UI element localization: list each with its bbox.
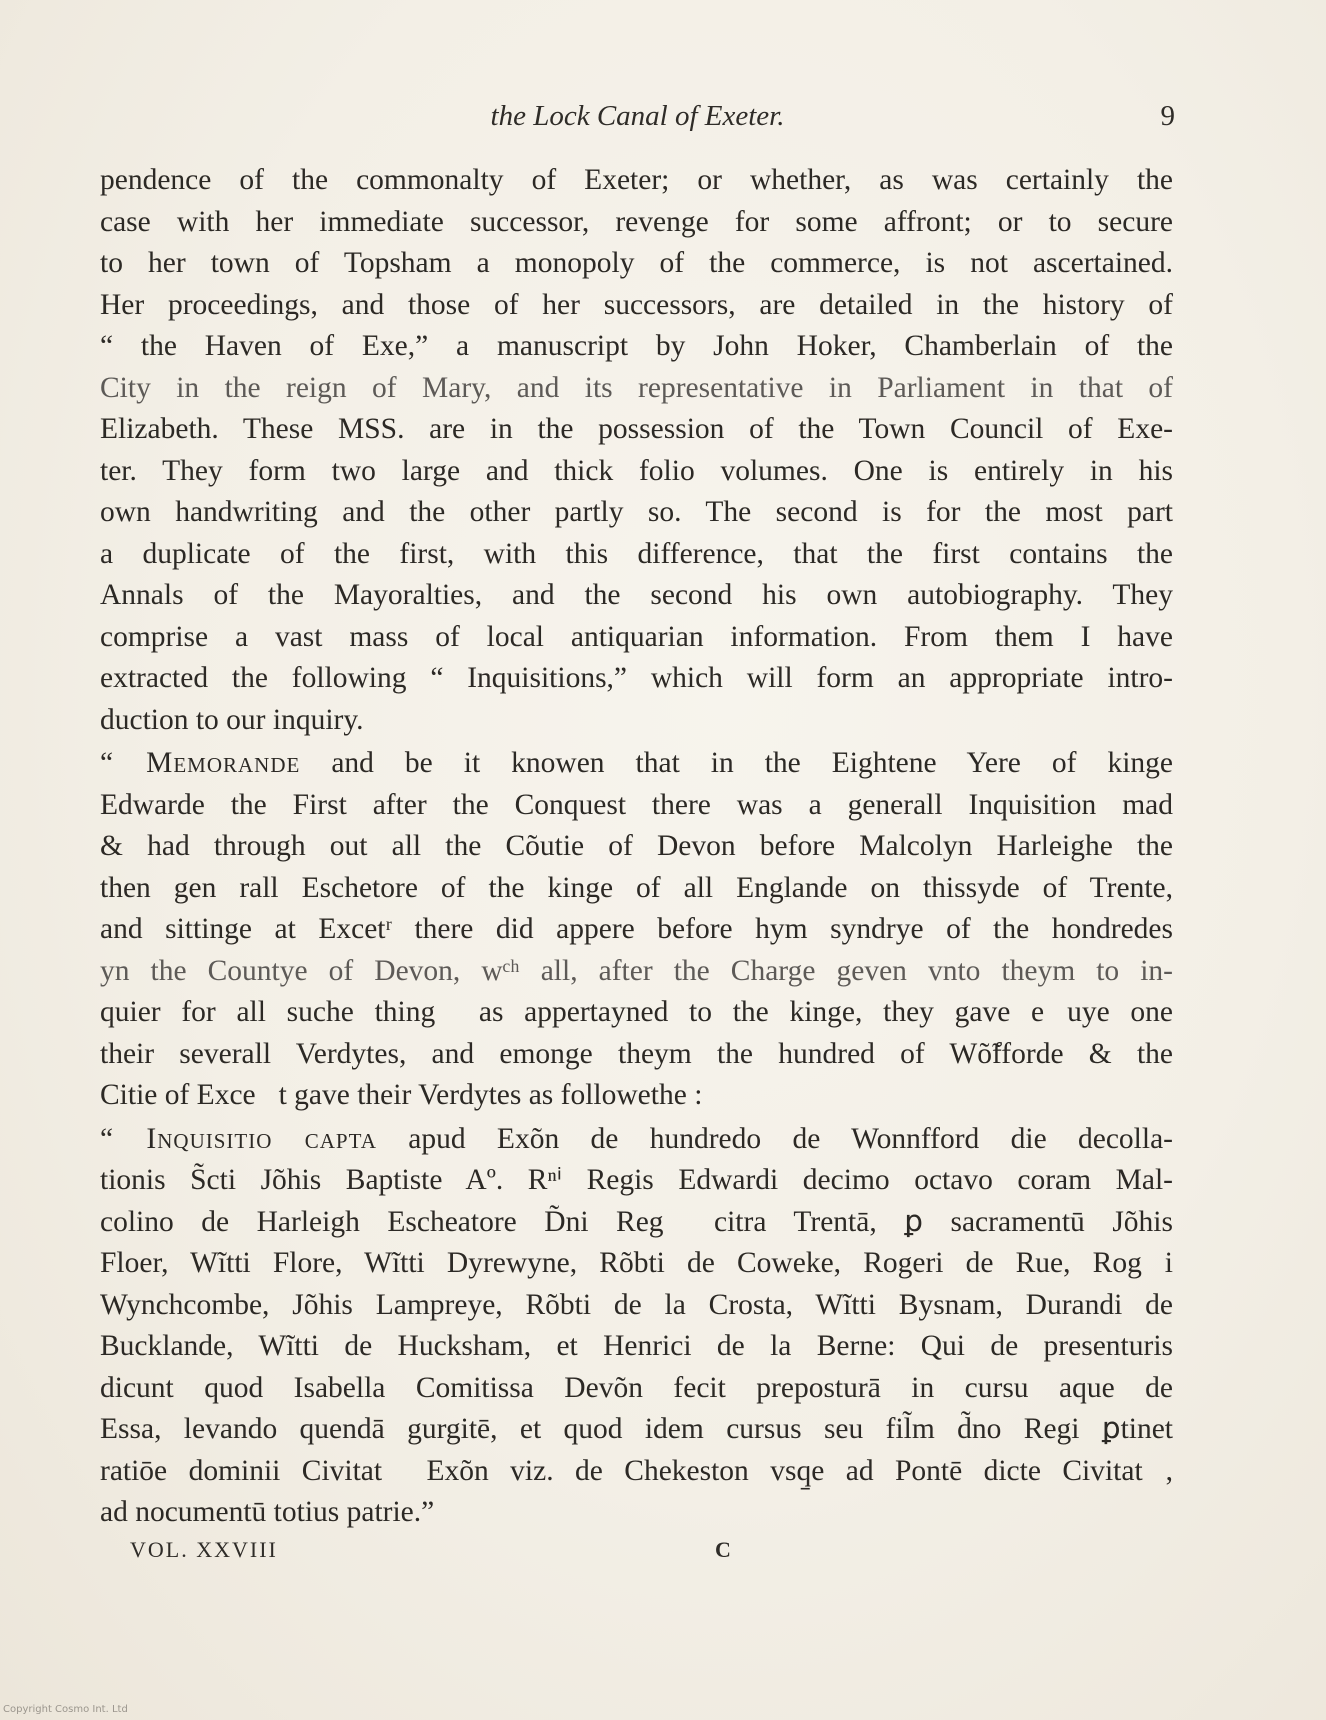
paragraph-commentary xyxy=(100,160,1173,741)
paragraph-lead: “ Memorande xyxy=(100,747,301,779)
text-line: to her town of Topsham a monopoly of the commerce, is not ascertained. xyxy=(100,247,1173,279)
text-line: colino de Harleigh Escheatore D̃ni Reg᷒ citra Trentā, ꝑ sacramentū Jõhis xyxy=(100,1205,1173,1238)
text-line: duction to our inquiry. xyxy=(100,703,364,736)
text-line: a duplicate of the first, with this difference, that the first contains the xyxy=(100,537,1173,570)
text-line-rest: and be it knowen that in the Eightene Yere of kinge xyxy=(300,747,1173,779)
text-line: ratiōe dominii Civitat᷒ Exõn viz. de Chekeston vsq̱e ad Pontē dicte Civitat᷒, xyxy=(100,1454,1173,1487)
text-line: Citie of Exce᷑t gave their Verdytes as followethe : xyxy=(100,1079,703,1111)
text-line: and sittinge at Excetʳ there did appere before hym syndrye of the hondredes xyxy=(100,913,1173,945)
text-line: “ the Haven of Exe,” a manuscript by John Hoker, Chamberlain of the xyxy=(100,330,1173,362)
text-line: Her proceedings, and those of her successors, are detailed in the history of xyxy=(100,288,1173,321)
body-text xyxy=(100,160,1173,1534)
text-line: Wynchcombe, Jõhis Lampreye, Rõbti de la Crosta, Wĩtti Bysnam, Durandi de xyxy=(100,1288,1173,1321)
text-line: quier for all suche thing᷒ as appertayned to the kinge, they gave e᷑uye one xyxy=(100,996,1173,1028)
sheet-signature: C xyxy=(715,1537,731,1562)
text-line: City in the reign of Mary, and its representative in Parliament in that of xyxy=(100,371,1173,404)
text-line: ter. They form two large and thick folio volumes. One is entirely in his xyxy=(100,454,1173,487)
text-line: ad nocumentū totius patrie.” xyxy=(100,1496,435,1528)
paragraph-memorande xyxy=(100,743,1173,1117)
text-line: & had through out all the Cõutie of Devon before Malcolyn Harleighe the xyxy=(100,830,1173,862)
running-head xyxy=(100,100,1175,140)
text-line: Edwarde the First after the Conquest there was a generall Inquisition mad xyxy=(100,788,1173,821)
text-line: their severall Verdytes, and emonge theym the hundred of Wõ̃fforde & the xyxy=(100,1037,1173,1070)
paragraph-inquisitio xyxy=(100,1119,1173,1534)
text-line: Bucklande, Wĩtti de Hucksham, et Henrici de la Berne: Qui de presenturis xyxy=(100,1330,1173,1362)
volume-signature: VOL. XXVIII xyxy=(130,1537,278,1562)
text-line xyxy=(100,743,1173,785)
text-line: Elizabeth. These MSS. are in the possession of the Town Council of Exe- xyxy=(100,413,1173,445)
text-line: pendence of the commonalty of Exeter; or whether, as was certainly the xyxy=(100,164,1173,196)
page-number: 9 xyxy=(1160,100,1175,132)
page-footer xyxy=(100,1537,1175,1573)
text-line: Floer, Wĩtti Flore, Wĩtti Dyrewyne, Rõbti de Coweke, Rogeri de Rue, Rog᷑i xyxy=(100,1247,1173,1279)
text-line: yn the Countye of Devon, wᶜʰ all, after the Charge geven vnto theym to in- xyxy=(100,954,1173,987)
text-line: tionis S̃cti Jõhis Baptiste Aº. Rⁿⁱ Regis Edwardi decimo octavo coram Mal- xyxy=(100,1164,1173,1196)
text-line: own handwriting and the other partly so. The second is for the most part xyxy=(100,496,1173,528)
text-line-rest: apud Exõn de hundredo de Wonnfford die decolla- xyxy=(376,1122,1173,1155)
text-line: Essa, levando quendā gurgitē, et quod idem cursus seu fil̃m d̃no Regi ꝑtinet xyxy=(100,1413,1173,1445)
copyright-watermark: Copyright Cosmo Int. Ltd xyxy=(3,1704,128,1715)
text-line: case with her immediate successor, revenge for some affront; or to secure xyxy=(100,205,1173,238)
text-line: dicunt quod Isabella Comitissa Devõn fecit preposturā in cursu aque de xyxy=(100,1371,1173,1404)
text-line: then gen᷑rall Eschetore of the kinge of all Englande on thissyde of Trente, xyxy=(100,871,1173,904)
text-line: comprise a vast mass of local antiquarian information. From them I have xyxy=(100,620,1173,653)
text-line: extracted the following “ Inquisitions,” which will form an appropriate intro- xyxy=(100,662,1173,694)
paragraph-lead: “ Inquisitio capta xyxy=(100,1122,377,1155)
text-line: Annals of the Mayoralties, and the second his own autobiography. They xyxy=(100,579,1173,611)
running-title: the Lock Canal of Exeter. xyxy=(490,100,785,132)
text-line xyxy=(100,1119,1173,1161)
